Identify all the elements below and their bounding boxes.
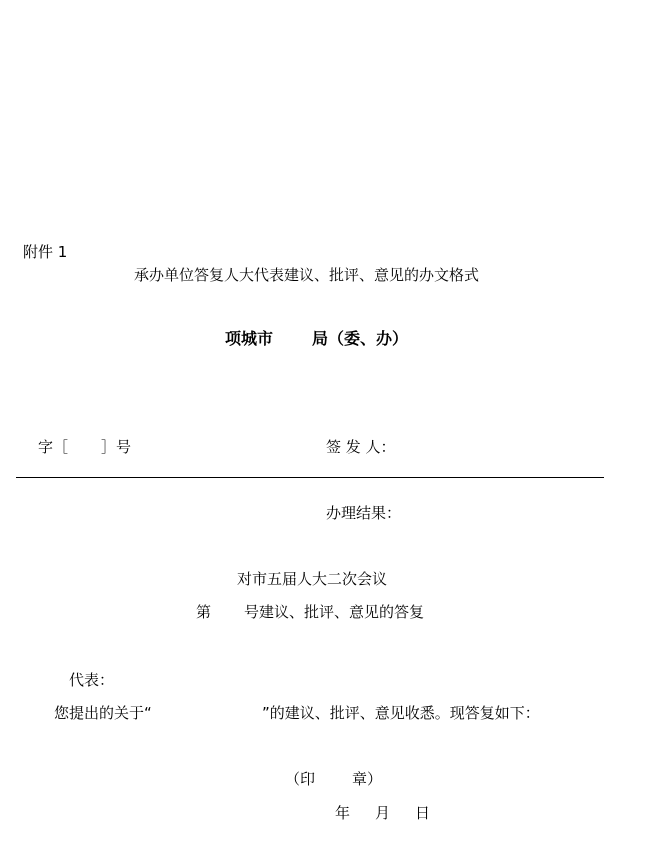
- letterhead-bureau: 局（委、办）: [312, 329, 409, 348]
- result-label: 办理结果：: [326, 504, 402, 522]
- seal-label-open: （印: [285, 770, 316, 788]
- reply-heading-number-suffix: 号建议、批评、意见的答复: [244, 603, 425, 621]
- page-title: 承办单位答复人大代表建议、批评、意见的办文格式: [134, 266, 480, 284]
- reply-heading-line1: 对市五届人大二次会议: [237, 570, 388, 588]
- salutation: 代表：: [69, 671, 115, 689]
- body-text-prefix: 您提出的关于“: [54, 704, 152, 722]
- doc-number-prefix: 字［: [38, 438, 69, 456]
- signer-label: 签 发 人：: [326, 438, 396, 456]
- letterhead-city: 项城市: [225, 329, 274, 348]
- body-text-suffix: ”的建议、批评、意见收悉。现答复如下：: [262, 704, 540, 722]
- date-day: 日: [415, 804, 431, 822]
- seal-label-close: 章）: [352, 770, 383, 788]
- date-year: 年: [335, 804, 351, 822]
- header-divider: [16, 477, 604, 478]
- date-month: 月: [375, 804, 391, 822]
- doc-number-suffix: ］号: [101, 438, 132, 456]
- attachment-label: 附件 1: [23, 243, 68, 261]
- reply-heading-number-prefix: 第: [196, 603, 212, 621]
